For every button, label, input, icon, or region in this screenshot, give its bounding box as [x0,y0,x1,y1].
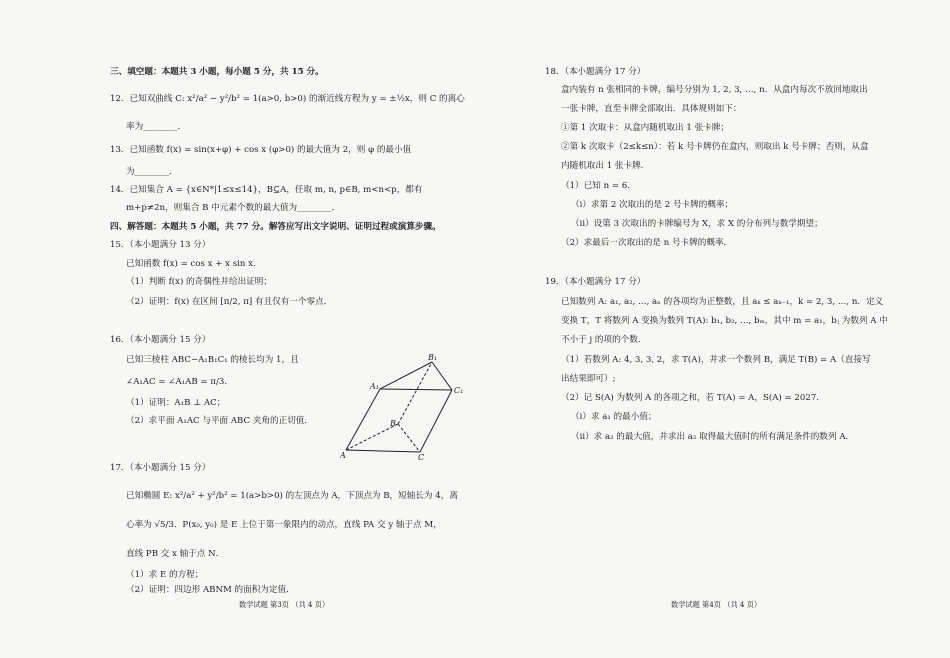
q18-part1-i: （i）求第 2 次取出的是 2 号卡牌的概率； [571,200,734,210]
q19-part2-i: （i）求 a₁ 的最小值； [571,412,657,422]
q15-part2: （2）证明：f(x) 在区间 [π/2, π] 有且仅有一个零点． [126,297,333,307]
q15-stem: 已知函数 f(x) = cos x + x sin x． [126,259,262,269]
q18-line1: 盒内装有 n 张相同的卡牌，编号分别为 1, 2, 3, …, n．从盒内每次不放回地取出 [561,85,868,95]
q16-title: 16．（本小题满分 15 分） [110,335,211,345]
edge-bc [398,424,420,452]
q14-line2: m+p≠2n，则集合 B 中元素个数的最大值为________． [126,203,341,213]
q18-rule2b: 内随机取出 1 张卡牌． [561,161,650,171]
section4-heading: 四、解答题：本题共 5 小题，共 77 分。解答应写出文字说明、证明过程或演算步骤。 [110,222,441,232]
q12-line2: 率为________． [126,122,187,132]
q19-line1: 已知数列 A: a₁, a₂, …, aₙ 的各项均为正整数，且 aₖ ≤ aₖ₋₁，k = 2, 3, …, n．定义 [561,297,884,307]
q16-stem1: 已知三棱柱 ABC−A₁B₁C₁ 的棱长均为 1，且 [126,355,299,365]
q19-part2: （2）记 S(A) 为数列 A 的各项之和，若 T(A) = A，S(A) = 2027． [561,393,825,403]
label-a1: A₁ [370,382,379,391]
edge-cc1 [420,390,452,452]
label-a: A [340,451,346,460]
left-footer: 数学试题 第3页 （共 4 页） [239,600,330,609]
q16-part1: （1）证明：A₁B ⊥ AC； [126,398,226,408]
q18-title: 18．（本小题满分 17 分） [545,67,646,77]
q18-rule1: ①第 1 次取卡：从盒内随机取出 1 张卡牌； [561,123,729,133]
q17-part1: （1）求 E 的方程； [126,570,204,580]
section3-heading: 三、填空题：本题共 3 小题，每小题 5 分，共 15 分。 [110,67,324,77]
label-c: C [418,453,425,462]
edge-ac [346,450,420,452]
q12-line1: 12．已知双曲线 C: x²/a² − y²/b² = 1(a>0, b>0) 的渐近线方程为 y = ±½x，则 C 的离心 [110,94,465,104]
q19-part1b: 出结果即可）; [561,374,616,384]
q16-stem2: ∠A₁AC = ∠A₁AB = π/3． [126,377,233,387]
q13-line1: 13．已知函数 f(x) = sin(x+φ) + cos x (φ>0) 的最大值为 2，则 φ 的最小值 [110,145,412,155]
q19-line2: 变换 T，T 将数列 A 变换为数列 T(A): b₁, b₂, …, bₘ，其中 m = a₁，bⱼ 为数列 A 中 [561,316,888,326]
label-b1: B₁ [428,353,438,362]
right-footer: 数学试题 第4页 （共 4 页） [671,600,762,609]
q16-part2: （2）求平面 A₁AC 与平面 ABC 夹角的正切值． [126,416,313,426]
q18-part2: （2）求最后一次取出的是 n 号卡牌的概率． [561,238,733,248]
q13-line2: 为________． [126,167,178,177]
q19-title: 19．（本小题满分 17 分） [545,277,646,287]
q17-part2: （2）证明：四边形 ABNM 的面积为定值． [126,585,295,595]
edge-b1c1 [432,362,452,390]
q17-line2: 心率为 √5/3．P(x₀, y₀) 是 E 上位于第一象限内的动点，直线 PA 交 y 轴于点 M， [126,520,442,530]
q17-line3: 直线 PB 交 x 轴于点 N． [126,549,225,559]
q19-part1a: （1）若数列 A: 4, 3, 3, 2，求 T(A)，并求一个数列 B，满足 T(B) = A（直接写 [561,355,871,365]
prism-figure [340,352,470,462]
q18-line2: 一张卡牌，直至卡牌全部取出．具体规则如下： [561,104,742,114]
label-c1: C₁ [454,386,464,395]
q17-line1: 已知椭圆 E: x²/a² + y²/b² = 1(a>b>0) 的左顶点为 A，下顶点为 B，短轴长为 4，离 [126,491,458,501]
q15-title: 15．（本小题满分 13 分） [110,240,211,250]
edge-aa1 [346,389,380,450]
q15-part1: （1）判断 f(x) 的奇偶性并给出证明； [126,277,272,287]
label-b: B [390,419,396,428]
edge-a1c1 [380,389,452,390]
q19-line3: 不小于 j 的项的个数． [561,335,647,345]
q18-part1-ii: （ii）设第 3 次取出的卡牌编号为 X，求 X 的分布列与数学期望； [571,219,823,229]
q17-title: 17．（本小题满分 15 分） [110,463,211,473]
q19-part2-ii: （ii）求 a₂ 的最大值，并求出 a₂ 取得最大值时的所有满足条件的数列 A． [571,432,855,442]
q18-rule2a: ②第 k 次取卡（2≤k≤n）：若 k 号卡牌仍在盒内，则取出 k 号卡牌；否则，从盒 [561,142,869,152]
q14-line1: 14．已知集合 A = {x∈N*|1≤x≤14}，B⊆A，任取 m, n, p∈B, m<n<p，都有 [110,185,423,195]
q18-part1: （1）已知 n = 6． [561,181,636,191]
